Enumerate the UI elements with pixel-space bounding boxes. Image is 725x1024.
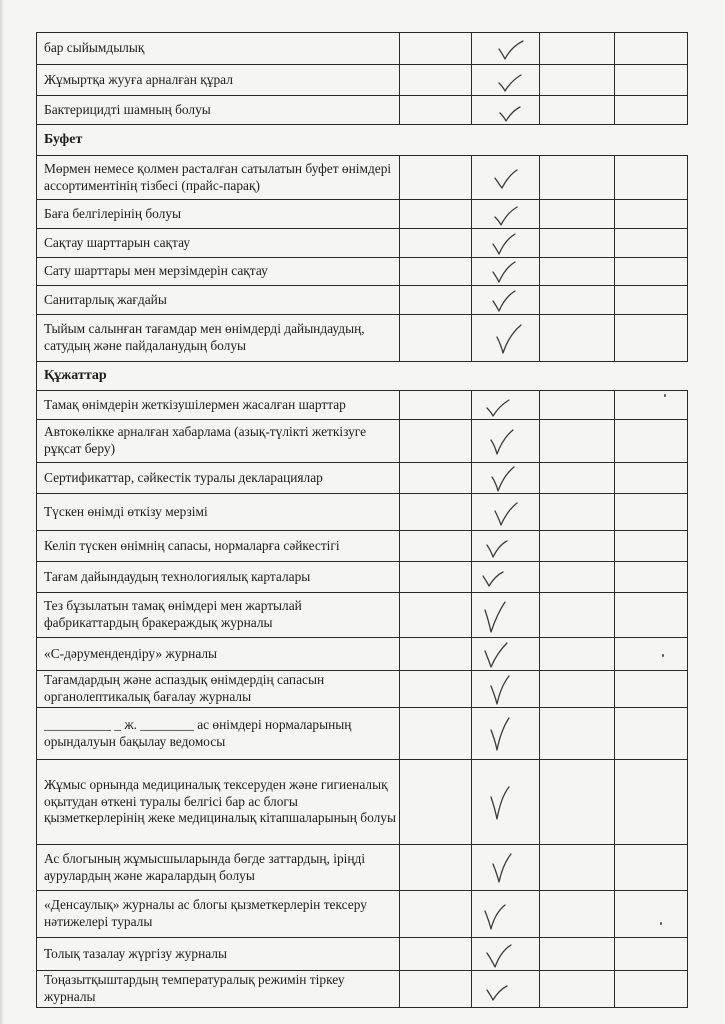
table-row [37, 561, 688, 592]
requirement-text: Сату шарттары мен мерзімдерін сақтау [44, 263, 268, 279]
checkmark-icon [485, 982, 511, 1002]
checkmark-icon [490, 471, 516, 491]
table-row [37, 199, 688, 228]
table-row [37, 493, 688, 530]
table-row [37, 95, 688, 124]
checkmark-icon [491, 264, 517, 284]
table-row [37, 462, 688, 493]
table-row [37, 314, 688, 361]
table-row [37, 970, 688, 1008]
requirement-cell [44, 362, 680, 390]
requirement-text: Сақтау шарттарын сақтау [44, 234, 191, 250]
table-row [37, 285, 688, 314]
requirement-text: Тыйым салынған тағамдар мен өнімдерді дайындаудың, сатудың және пайдаланудың болуы [44, 321, 365, 353]
requirement-cell [44, 891, 396, 937]
requirement-text: Тоңазытқыштардың температуралық режимін тіркеу журналы [44, 972, 345, 1004]
checkmark-icon [487, 726, 513, 746]
requirement-cell [44, 638, 396, 670]
table-row [37, 64, 688, 95]
requirement-text: Бактерицидті шамның болуы [44, 101, 211, 117]
table-row [37, 257, 688, 285]
checkmark-icon [483, 907, 509, 927]
requirement-text: Келіп түскен өнімнің сапасы, нормаларға сәйкестігі [44, 537, 340, 553]
requirement-text: Толық тазалау жүргізу журналы [44, 945, 227, 961]
table-row [37, 637, 688, 670]
table-row [37, 670, 688, 707]
requirement-text: Жұмыртқа жууға арналған құрал [44, 71, 233, 87]
table-row [37, 419, 688, 462]
scan-edge-shadow [0, 0, 4, 1024]
requirement-cell [44, 938, 396, 970]
checkmark-icon [485, 947, 511, 967]
requirement-text: бар сыйымдылық [44, 40, 145, 56]
requirement-cell [44, 156, 396, 199]
table-row [37, 530, 688, 561]
requirement-text: Тамақ өнімдерін жеткізушілермен жасалған шарттар [44, 396, 346, 412]
requirement-text: Баға белгілерінің болуы [44, 205, 182, 221]
requirement-text: Санитарлық жағдайы [44, 291, 167, 307]
requirement-text: Тағам дайындаудың технологиялық карталары [44, 568, 311, 584]
checkmark-icon [487, 682, 513, 702]
table-row [37, 592, 688, 637]
requirement-cell [44, 845, 396, 890]
requirement-cell [44, 286, 396, 314]
requirement-text: Түскен өнімді өткізу мерзімі [44, 503, 208, 519]
requirement-cell [44, 33, 396, 64]
requirement-cell [44, 671, 396, 707]
requirement-cell [44, 420, 396, 462]
checkmark-icon [493, 170, 519, 190]
checkmark-icon [485, 398, 511, 418]
table-row [37, 890, 688, 937]
table-row [37, 228, 688, 257]
scan-speck [662, 654, 664, 657]
checkmark-icon [489, 860, 515, 880]
requirement-cell [44, 593, 396, 637]
requirement-cell [44, 531, 396, 561]
checkmark-icon [491, 236, 517, 256]
table-row [37, 759, 688, 844]
requirement-cell [44, 65, 396, 95]
scan-speck [664, 394, 666, 397]
requirement-text: Тез бұзылатын тамақ өнімдері мен жартылай фабрикаттардың бракераждық журналы [44, 598, 302, 630]
requirement-text: Автокөлікке арналған хабарлама (азық-түлікті жеткізуге рұқсат беру) [44, 424, 367, 456]
requirement-cell [44, 494, 396, 530]
requirement-text: Жұмыс орнында медициналық тексеруден және гигиеналық оқытудан өткені туралы белгісі бар ас блогы қызметкерлерінің жеке медициналық кітапшаларының болуы [44, 776, 396, 826]
requirement-cell [44, 200, 396, 228]
checkmark-icon [485, 539, 511, 559]
section-title: Құжаттар [44, 368, 107, 384]
checkmark-icon [498, 103, 524, 123]
section-header-row [37, 361, 688, 390]
requirement-cell [44, 463, 396, 493]
table-row [37, 155, 688, 199]
scan-speck [660, 922, 662, 925]
requirement-text: «С-дәрумендендіру» журналы [44, 645, 218, 661]
requirement-cell [44, 391, 396, 419]
requirement-text: «Денсаулық» журналы ас блогы қызметкерлерін тексеру нәтижелері туралы [44, 897, 367, 929]
table-row [37, 32, 688, 64]
checkmark-icon [493, 505, 519, 525]
checkmark-icon [493, 331, 519, 351]
requirement-cell [44, 708, 396, 759]
checkmark-icon [491, 293, 517, 313]
requirement-cell [44, 229, 396, 257]
requirement-text: Тағамдардың және аспаздық өнімдердің сапасын органолептикалық бағалау журналы [44, 672, 325, 704]
checkmark-icon [497, 41, 523, 61]
requirement-cell [44, 96, 396, 124]
requirement-cell [44, 258, 396, 285]
checkmark-icon [481, 570, 507, 590]
table-row [37, 707, 688, 759]
checkmark-icon [489, 434, 515, 454]
checklist-table [36, 32, 688, 1008]
requirement-cell [44, 125, 680, 155]
checkmark-icon [497, 73, 523, 93]
section-title: Буфет [44, 132, 83, 148]
requirement-text: Мөрмен немесе қолмен расталған сатылатын буфет өнімдері ассортиментінің тізбесі (прайс-парақ) [44, 160, 392, 193]
requirement-text: Сертификаттар, сәйкестік туралы декларациялар [44, 469, 323, 485]
checkmark-icon [493, 207, 519, 227]
checkmark-icon [483, 647, 509, 667]
requirement-cell [44, 562, 396, 592]
requirement-cell [44, 971, 396, 1007]
requirement-cell [44, 315, 396, 361]
requirement-cell [44, 760, 396, 844]
table-row [37, 937, 688, 970]
table-row [37, 844, 688, 890]
table-row [37, 390, 688, 419]
requirement-text: __________ _ ж. ________ ас өнімдері нормаларының орындалуын бақылау ведомосы [44, 716, 352, 749]
checkmark-icon [487, 795, 513, 815]
checkmark-icon [483, 608, 509, 628]
section-header-row [37, 124, 688, 155]
requirement-text: Ас блогының жұмысшыларында бөгде заттардың, іріңді аурулардың және жаралардың болуы [44, 850, 366, 883]
